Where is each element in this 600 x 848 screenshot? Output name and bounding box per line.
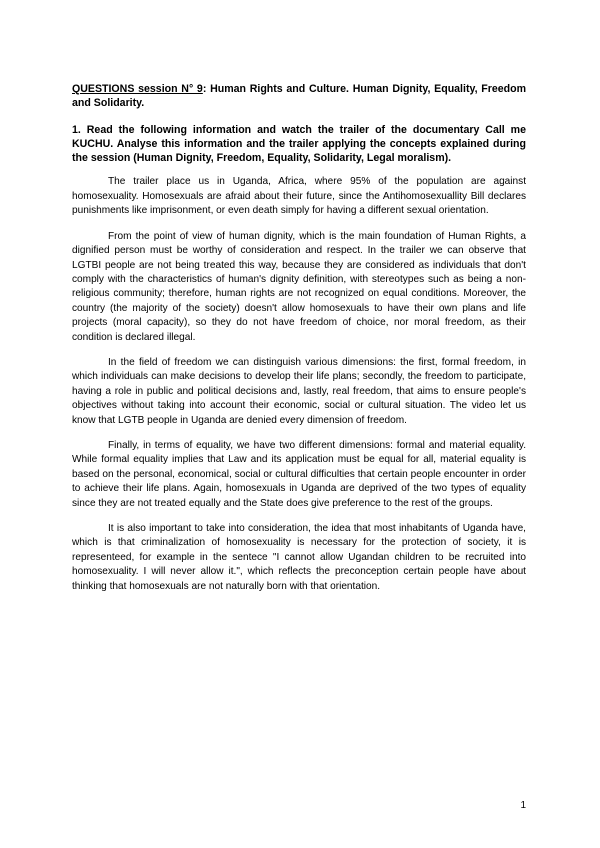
question-prompt: 1. Read the following information and watch the trailer of the documentary Call me KUCHU. Analyse this information and the trailer applying the concepts explained during the session (Human Dignity, Freedom, Equality, Solidarity, Legal moralism). <box>72 123 526 165</box>
session-heading-label: QUESTIONS session N° 9 <box>72 83 203 95</box>
paragraph-criminalization: It is also important to take into consideration, the idea that most inhabitants of Uganda have, which is that criminalization of homosexuality is necessary for the protection of society, it is representeed, for example in the sentece "I cannot allow Ugandan children to be recruited into homosexuality. I will never allow it.", which reflects the preconception certain people have about thinking that homosexuals are not naturally born with that orientation. <box>72 523 526 592</box>
session-heading <box>72 82 526 111</box>
paragraph-equality: Finally, in terms of equality, we have two different dimensions: formal and material equality. While formal equality implies that Law and its application must be equal for all, material equality is based on the personal, economical, social or cultural difficulties that certain people encounter in order to achieve their life plans. Again, homosexuals in Uganda are deprived of the two types of equality since they are not treated equally and the State does give preference to the rest of the groups. <box>72 439 526 509</box>
page-number: 1 <box>520 800 526 811</box>
document-page <box>72 82 526 605</box>
paragraph-freedom: In the field of freedom we can distinguish various dimensions: the first, formal freedom, in which individuals can make decisions to develop their life plans; secondly, the freedom to participate, having a role in public and political decisions and, lastly, real freedom, that aims to ensure people's objectives without taking into account their economic, social or cultural situation. The video let us know that LGTB people in Uganda are denied every dimension of freedom. <box>72 356 526 426</box>
paragraph-intro: The trailer place us in Uganda, Africa, where 95% of the population are against homosexuality. Homosexuals are afraid about their future, since the Antihomosexuallity Bill declares punishments like imprisonment, or even death simply for having a different sexual orientation. <box>72 176 526 217</box>
paragraph-dignity: From the point of view of human dignity, which is the main foundation of Human Rights, a dignified person must be worthy of consideration and respect. In the trailer we can observe that LGTBI people are not being treated this way, because they are considered as individuals that don't comply with the characteristics of human's dignity definition, with stereotypes such as being a non-religious community; therefore, human rights are not recognized on equal conditions. Moreover, the country (the majority of the society) doesn't allow homosexuals to have their own plans and life projects (moral capacity), so they do not have freedom of choice, nor moral freedom, as their condition is declared illegal. <box>72 230 526 343</box>
session-heading-title: : Human Rights and Culture. Human Dignity, Equality, Freedom and Solidarity. <box>72 83 526 110</box>
